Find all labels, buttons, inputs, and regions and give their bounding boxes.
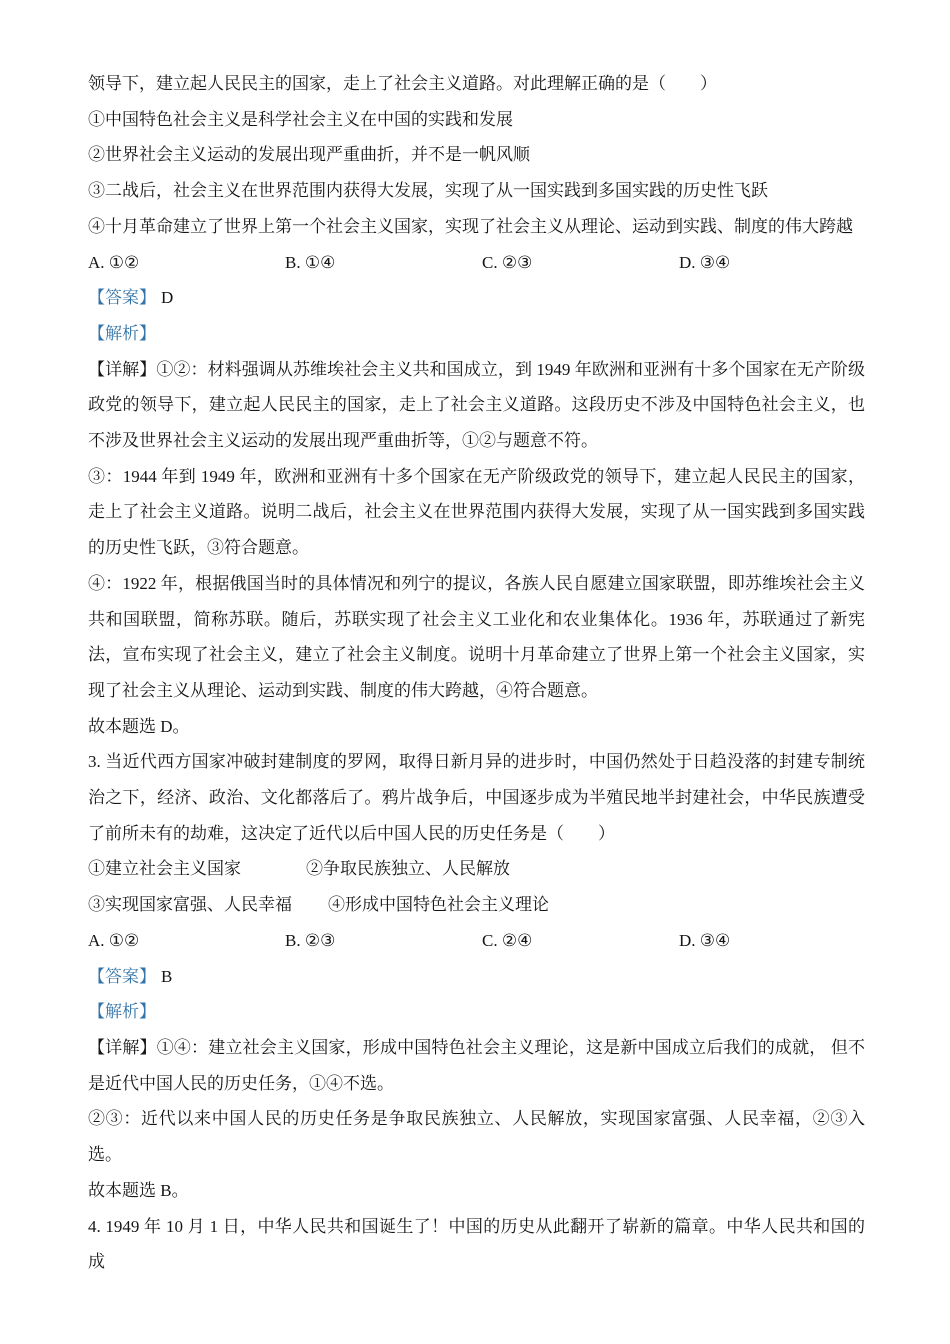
q3-analysis-label: 【解析】 bbox=[88, 1002, 156, 1022]
q2-choices-row bbox=[88, 245, 865, 281]
q2-detail-paragraph-1 bbox=[88, 352, 865, 459]
q2-detail-text-1: ①②：材料强调从苏维埃社会主义共和国成立，到 1949 年欧洲和亚洲有十多个国家在无产阶级政党的领导下，建立起人民民主的国家，走上了社会主义道路。这段历史不涉及中国特色社会主义，也不涉及世界社会主义运动的发展出现严重曲折等，①②与题意不符。 bbox=[88, 359, 866, 451]
q2-answer-line bbox=[88, 280, 865, 316]
q2-analysis-line bbox=[88, 316, 865, 352]
q2-option-line-4: ④十月革命建立了世界上第一个社会主义国家，实现了社会主义从理论、运动到实践、制度的伟大跨越 bbox=[88, 216, 853, 236]
q2-conclusion-line: 故本题选 D。 bbox=[88, 716, 190, 736]
q3-choice-b: B. ②③ bbox=[285, 930, 336, 950]
q3-answer-label: 【答案】 bbox=[88, 966, 156, 986]
q3-choice-c: C. ②④ bbox=[482, 930, 533, 950]
q2-choice-a: A. ①② bbox=[88, 252, 140, 272]
q2-choice-b: B. ①④ bbox=[285, 252, 336, 272]
q2-detail-label: 【详解】 bbox=[88, 359, 157, 379]
q3-choice-d: D. ③④ bbox=[679, 930, 731, 950]
q3-conclusion-line: 故本题选 B。 bbox=[88, 1180, 189, 1200]
q2-choice-d: D. ③④ bbox=[679, 252, 731, 272]
q2-option-line-3: ③二战后，社会主义在世界范围内获得大发展，实现了从一国实践到多国实践的历史性飞跃 bbox=[88, 181, 768, 201]
q2-detail-paragraph-3: ④：1922 年，根据俄国当时的具体情况和列宁的提议，各族人民自愿建立国家联盟，即苏维埃社会主义共和国联盟，简称苏联。随后，苏联实现了社会主义工业化和农业集体化。1936 年，苏联通过了新宪法，宣布实现了社会主义，建立了社会主义制度。说明十月革命建立了世界上第一个社会主义国家，实现了社会主义从理论、运动到实践、制度的伟大跨越，④符合题意。 bbox=[88, 573, 865, 700]
q3-analysis-line bbox=[88, 994, 865, 1030]
q3-choice-a: A. ①② bbox=[88, 930, 140, 950]
q4-stem-start: 4. 1949 年 10 月 1 日，中华人民共和国诞生了！中国的历史从此翻开了崭新的篇章。中华人民共和国的成 bbox=[88, 1216, 865, 1272]
q3-answer-line bbox=[88, 959, 865, 995]
q3-detail-paragraph-2: ②③：近代以来中国人民的历史任务是争取民族独立、人民解放，实现国家富强、人民幸福，②③入选。 bbox=[88, 1109, 865, 1165]
q2-answer-value: D bbox=[161, 288, 174, 308]
q3-option-4: ④形成中国特色社会主义理论 bbox=[328, 895, 549, 915]
q2-option-line-1: ①中国特色社会主义是科学社会主义在中国的实践和发展 bbox=[88, 109, 513, 129]
q3-detail-text-1: ①④：建立社会主义国家，形成中国特色社会主义理论，这是新中国成立后我们的成就， 但不是近代中国人民的历史任务，①④不选。 bbox=[88, 1037, 866, 1093]
q3-answer-value: B bbox=[161, 966, 173, 986]
q3-option-row-2 bbox=[88, 887, 865, 923]
q3-option-2: ②争取民族独立、人民解放 bbox=[306, 859, 510, 879]
q3-detail-paragraph-1 bbox=[88, 1030, 865, 1101]
q3-choices-row bbox=[88, 923, 865, 959]
question-4-block bbox=[88, 1209, 865, 1280]
q3-option-1: ①建立社会主义国家 bbox=[88, 859, 241, 879]
q3-option-row-1 bbox=[88, 851, 865, 887]
q2-stem-tail: 领导下，建立起人民民主的国家，走上了社会主义道路。对此理解正确的是（ ） bbox=[88, 74, 717, 93]
q3-detail-label: 【详解】 bbox=[88, 1037, 157, 1057]
q3-option-3: ③实现国家富强、人民幸福 bbox=[88, 895, 292, 915]
question-2-block bbox=[88, 66, 865, 744]
q2-choice-c: C. ②③ bbox=[482, 252, 533, 272]
q2-analysis-label: 【解析】 bbox=[88, 323, 156, 343]
q2-answer-label: 【答案】 bbox=[88, 288, 156, 308]
question-3-block bbox=[88, 744, 865, 1208]
q2-detail-paragraph-2: ③：1944 年到 1949 年，欧洲和亚洲有十多个国家在无产阶级政党的领导下，建立起人民民主的国家，走上了社会主义道路。说明二战后，社会主义在世界范围内获得大发展，实现了从一国实践到多国实践的历史性飞跃，③符合题意。 bbox=[88, 466, 865, 558]
q2-option-line-2: ②世界社会主义运动的发展出现严重曲折，并不是一帆风顺 bbox=[88, 145, 530, 165]
q3-stem: 3. 当近代西方国家冲破封建制度的罗网，取得日新月异的进步时，中国仍然处于日趋没落的封建专制统治之下，经济、政治、文化都落后了。鸦片战争后，中国逐步成为半殖民地半封建社会，中华民族遭受了前所未有的劫难，这决定了近代以后中国人民的历史任务是（ ） bbox=[88, 752, 865, 843]
